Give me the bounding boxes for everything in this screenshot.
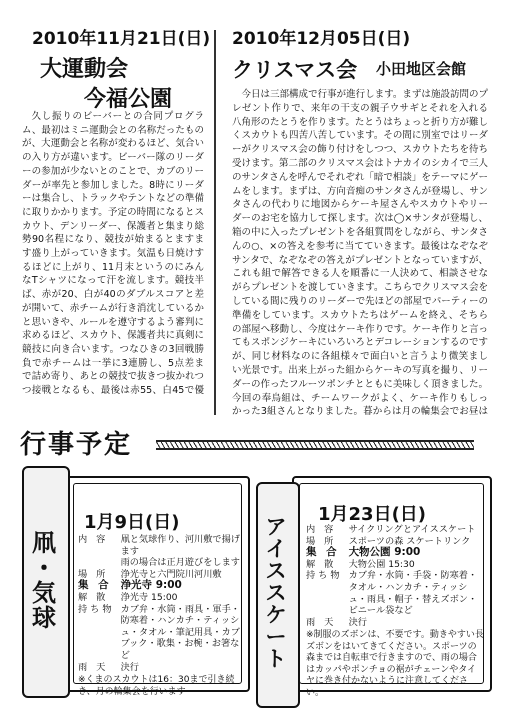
event2-vertical-title-char: イ	[265, 536, 287, 561]
column-divider	[214, 30, 216, 415]
event2-info-key: 雨 天	[306, 616, 337, 628]
event1-info-row	[78, 534, 242, 557]
event2-info-value: 決行	[348, 616, 367, 628]
event2-note: ※制服のズボンは、不要です。動きやすい長ズボンをはいてきてください。スポーツの森までは自転車で行きますので、雨の場合はカッパやポンチョの裾がチェーンやタイヤに巻き付かないように注意してください。	[306, 630, 484, 698]
event2-info-key: 持ち物	[306, 570, 343, 582]
event2-info	[306, 524, 484, 699]
schedule-heading: 行事予定	[20, 430, 133, 460]
event1-info	[78, 534, 242, 698]
event2-info-value: カブ弁・水筒・手袋・防寒着・タオル・ハンカチ・ティッシュ・雨具・帽子・替えズボン・ビニール袋など	[348, 570, 478, 617]
event2-info-row	[306, 570, 484, 616]
event1-info-value: 浄光寺 9:00	[120, 579, 182, 592]
left-article-title: 大運動会	[40, 57, 129, 82]
event1-vertical-title	[32, 528, 56, 633]
right-article-venue: 小田地区会館	[376, 60, 467, 78]
event1-vertical-title-char: 球	[32, 604, 56, 633]
event2-vertical-title	[266, 516, 287, 670]
event1-info-key: 内 容	[78, 534, 109, 545]
left-article-body-box	[22, 110, 204, 398]
event2-info-row	[306, 617, 484, 629]
right-article-body: 今日は三部構成で行事が進行します。まずは施設訪問のプレゼント作りで、来年の干支の親子ウサギとそれを入れる八角形のたとうを作ります。たとうはちょっと折り方が難しくスカウトも四苦八苦しています。その間に別室ではリーダーがクリスマス会の飾り付けをしつつ、スカウトたちを待ち受けます。第二部のクリスマス会はトナカイのシカイで三人のサンタさんを呼んでそれぞれ「暗で相談」をテーマにゲームをします。まずは、方向音痴のサンタさんが登場し、サンタさんの代わりに地図からケーキ屋さんやスカウトやリーダーのお宅を協力して探します。次は◯×サンタが登場し、箱の中に入ったプレゼントを各組質問をしながら、サンタさんの○、×の答えを参考に当てていきます。最後はなぞなぞサンタで、なぞなぞの答えがプレゼントとなっていますが、これも組で解答できる人を順番に一人決めて、相談させながらプレゼントを渡していきます。こちらでクリスマス会をしている間に残りのリーダーで先ほどの部屋でパーティーの準備をしています。スカウトたちはゲームを終え、そちらの部屋へ移動し、今度はケーキ作りです。ケーキ作りと言ってもスポンジケーキにいろいろとデコレーションするのですが、同じ材料なのに各組様々で面白いと言うより微笑ましい光景です。出来上がった組からケーキの写真を撮り、リーダーの作ったフルーツポンチとともに美味しく頂きました。今回の奉烏組は、チームワークがよく、ケーキ作りもしっかった3組さんとなりました。暮からは月の輪集会でお昼は	[232, 89, 488, 418]
event1-info-value: 浄光寺と六門院川河川敷	[120, 568, 222, 580]
event1-note: ※くまのスカウトは16：30まで引き続き、月の輪集会を行います	[78, 675, 235, 697]
event1-info-row	[78, 662, 242, 674]
event1-info-row	[78, 557, 242, 569]
right-article-date: 2010年12月05日(日)	[232, 29, 411, 49]
event2-vertical-title-char: ア	[265, 514, 287, 539]
event1-scroll-title	[24, 478, 64, 684]
left-article-subtitle: 今福公園	[84, 87, 173, 112]
event1-info-row	[78, 580, 242, 592]
event1-info-row	[78, 604, 242, 662]
left-article-body: 久し振りのビーバーとの合同プログラム、最初はミニ運動会との名称だったものが、大運動会と名称が変わるほど、気合いの入り方が違います。ビーバー隊のリーダーの参加が少ないとのことで、カブのリーダーが率先と参加しました。8時にリーダーは集合し、トラックやテントなどの準備に取りかかります。予定の時間になるとスカウト、デンリーダー、保護者と集まり総勢90名程になり、競技が始まるとますます盛り上がっていきます。気温も日焼けするほどに上がり、11月末というのにみんなTシャツになって汗を流します。競技半ば、赤が20、白が40のダブルスコアと差が開いて、赤チームが行き消沈しているかと思いきや、ルールを遵守するよう審判に求めるほど、スカウト、保護者共に真剣に競技に向き合います。つなひきの3回戦勝負で赤チームは一挙に3連勝し、5点差まで詰め寄り、あとの競技で抜きつ抜かれつつ接戦となるも、最後は赤55、白45で優	[22, 111, 204, 397]
event2-info-row	[306, 559, 484, 571]
event2-vertical-title-char: ケ	[265, 603, 287, 628]
event1-vertical-title-char: 気	[32, 579, 56, 607]
event2-info-key: 集 合	[306, 546, 340, 559]
event1-info-key: 持ち物	[78, 603, 115, 615]
event2-vertical-title-char: ー	[265, 625, 287, 650]
event2-info-row	[306, 547, 484, 559]
event2-info-table	[306, 524, 484, 628]
event2-info-row	[306, 524, 484, 536]
event2-info-value: スポーツの森 スケートリンク	[348, 535, 471, 547]
event2-info-key: 解 散	[306, 558, 337, 570]
event1-info-value: カブ弁・水筒・雨具・軍手・防寒着・ハンカチ・ティッシュ・タオル・筆記用具・カブブック・歌集・お椀・お箸など	[120, 603, 240, 661]
event1-info-key: 雨 天	[78, 661, 109, 673]
event1-info-key: 集 合	[78, 579, 112, 592]
event1-info-key	[78, 557, 121, 569]
event2-info-value: サイクリングとアイススケート	[348, 524, 476, 535]
heading-rope-decoration	[156, 440, 474, 450]
right-article-body-box	[232, 88, 488, 418]
event2-info-value: 大物公園 15:30	[348, 558, 415, 570]
event2-info-value: 大物公園 9:00	[348, 546, 421, 559]
event1-vertical-title-char: ・	[32, 553, 56, 582]
event1-info-value: 凧と気球作り、河川敷で揚げます	[120, 534, 240, 557]
event1-date: 1月9日(日)	[84, 512, 180, 533]
event2-vertical-title-char: ス	[265, 580, 287, 605]
event1-info-row	[78, 592, 242, 604]
event1-info-key: 場 所	[78, 568, 109, 580]
event1-info-value: 決行	[120, 661, 139, 673]
event1-info-key: 解 散	[78, 591, 109, 603]
event1-info-value: 浄光寺 15:00	[120, 591, 178, 603]
event2-date: 1月23日(日)	[318, 504, 427, 525]
event2-info-key: 内 容	[306, 524, 337, 535]
event1-info-table	[78, 534, 242, 673]
event2-vertical-title-char: ス	[265, 558, 287, 583]
event2-vertical-title-char: ト	[265, 647, 287, 672]
right-article-title: クリスマス会	[232, 58, 358, 82]
event2-scroll-title	[258, 490, 294, 696]
event2-info-key: 場 所	[306, 535, 337, 547]
left-article-date: 2010年11月21日(日)	[32, 29, 211, 49]
event1-vertical-title-char: 凧	[32, 528, 56, 557]
event1-info-value: 雨の場合は正月遊びをします	[120, 557, 240, 569]
